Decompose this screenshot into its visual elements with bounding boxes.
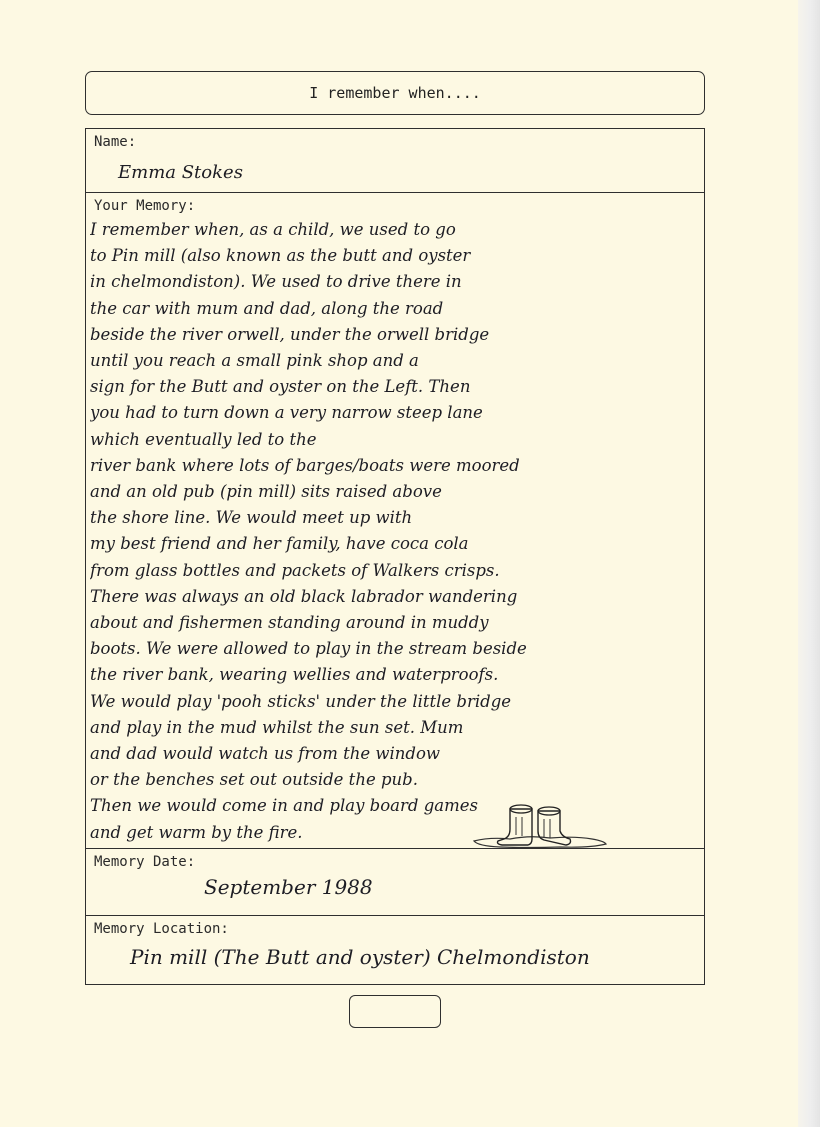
memory-line: from glass bottles and packets of Walkers crisps. xyxy=(90,560,500,580)
memory-line: you had to turn down a very narrow steep lane xyxy=(90,403,483,423)
form-title xyxy=(85,71,705,115)
form-title-text: I remember when.... xyxy=(309,84,481,102)
page-edge-shadow xyxy=(798,0,820,1127)
name-section xyxy=(86,129,704,192)
memory-location-label: Memory Location: xyxy=(94,921,229,937)
memory-line: sign for the Butt and oyster on the Left. Then xyxy=(90,377,471,397)
name-label: Name: xyxy=(94,134,137,150)
memory-date-section xyxy=(86,848,704,916)
memory-line: about and fishermen standing around in muddy xyxy=(90,613,489,633)
memory-line: I remember when, as a child, we used to go xyxy=(90,220,456,239)
memory-line: We would play 'pooh sticks' under the little bridge xyxy=(90,691,512,711)
memory-line: the shore line. We would meet up with xyxy=(90,508,413,528)
memory-line: and an old pub (pin mill) sits raised above xyxy=(90,482,442,502)
memory-section xyxy=(86,192,704,849)
memory-line: until you reach a small pink shop and a xyxy=(90,351,419,371)
memory-line: to Pin mill (also known as the butt and oyster xyxy=(90,246,471,266)
memory-line: boots. We were allowed to play in the stream beside xyxy=(90,639,527,659)
memory-label: Your Memory: xyxy=(94,198,196,214)
memory-line: in chelmondiston). We used to drive there in xyxy=(90,272,462,292)
page-number-box xyxy=(349,995,441,1028)
memory-line: or the benches set out outside the pub. xyxy=(90,770,418,790)
memory-text xyxy=(90,217,700,846)
memory-date-label: Memory Date: xyxy=(94,854,196,870)
memory-form xyxy=(85,128,705,985)
memory-date-value: September 1988 xyxy=(204,875,373,899)
name-value: Emma Stokes xyxy=(118,162,243,183)
memory-line: and dad would watch us from the window xyxy=(90,744,441,764)
memory-line: and get warm by the fire. xyxy=(90,822,303,842)
memory-line: and play in the mud whilst the sun set. Mum xyxy=(90,717,464,737)
memory-line: river bank where lots of barges/boats were moored xyxy=(90,455,520,475)
memory-line: the car with mum and dad, along the road xyxy=(90,298,444,318)
memory-line: my best friend and her family, have coca cola xyxy=(90,534,469,554)
memory-line: There was always an old black labrador wandering xyxy=(90,586,518,606)
memory-line: Then we would come in and play board games xyxy=(90,796,478,816)
memory-location-value: Pin mill (The Butt and oyster) Chelmondiston xyxy=(130,945,590,969)
memory-line: the river bank, wearing wellies and waterproofs. xyxy=(90,665,499,685)
memory-line: beside the river orwell, under the orwell bridge xyxy=(90,324,490,344)
memory-location-section xyxy=(86,915,704,987)
memory-line: which eventually led to the xyxy=(90,429,317,449)
wellington-boots-icon xyxy=(470,791,610,849)
